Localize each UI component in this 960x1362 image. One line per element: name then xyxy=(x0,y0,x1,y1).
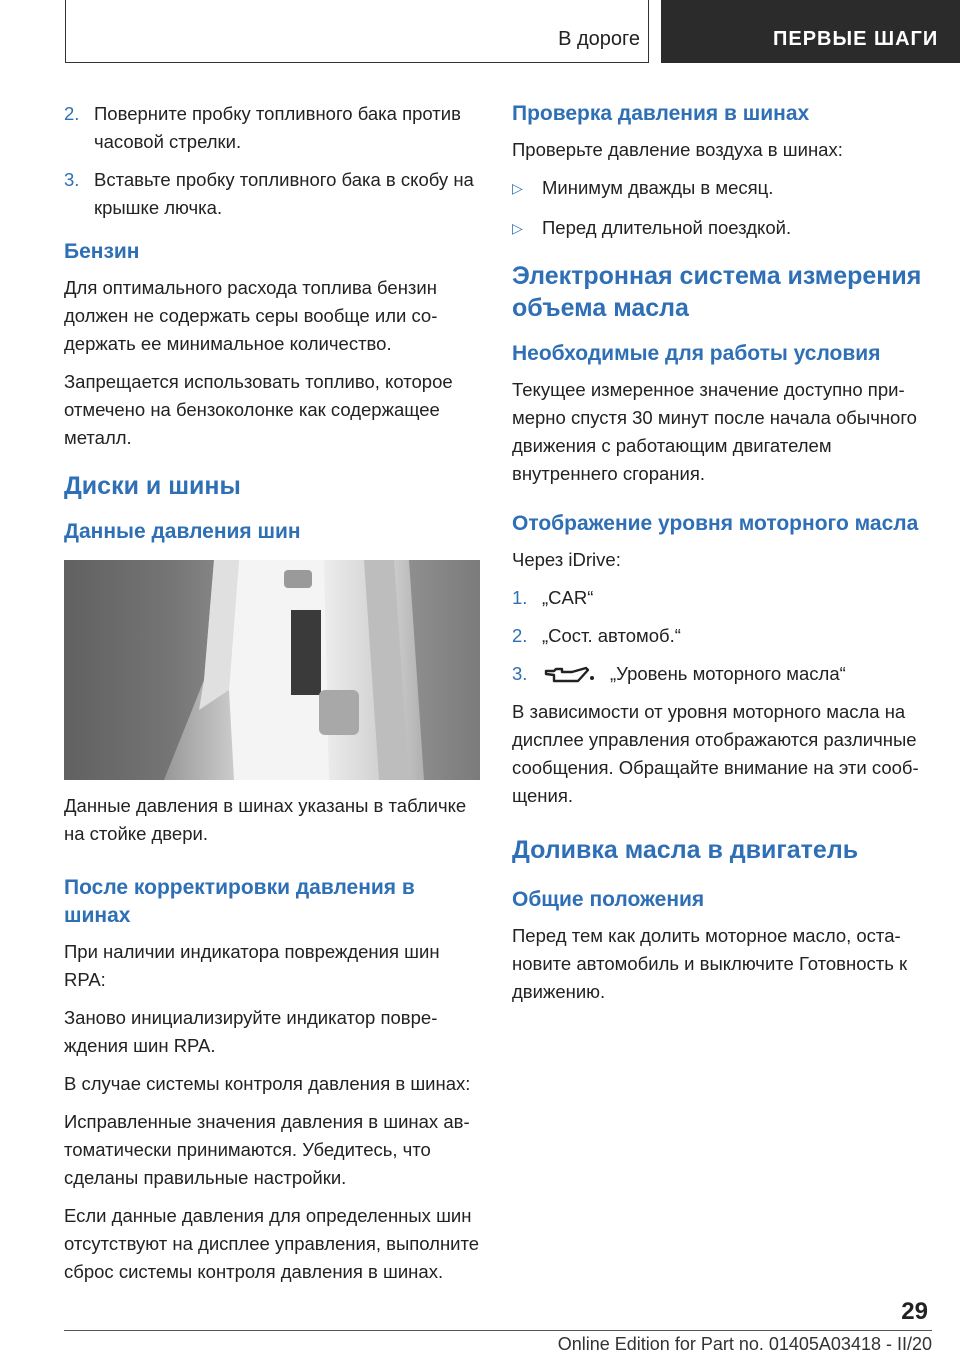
list-item xyxy=(512,214,932,242)
paragraph: Исправленные значения давления в шинах автоматически принимаются. Убедитесь, что сделаны правильные настройки. xyxy=(64,1111,470,1188)
paragraph: Перед тем как долить моторное масло, остановите автомобиль и выключите Готовность к движению. xyxy=(512,925,908,1002)
list-item xyxy=(512,660,932,688)
paragraph: Для оптимального расхода топлива бензин должен не содержать серы вообще или содержать ее минимальное количество. xyxy=(64,277,438,354)
paragraph: В зависимости от уровня моторного масла на дисплее управления отображаются различные сообщения. Обращайте внимание на эти сообщения. xyxy=(512,701,919,806)
step-text: „Уровень моторного масла“ xyxy=(610,663,846,684)
list-item xyxy=(512,174,932,202)
step-number: 2. xyxy=(64,103,80,124)
step-number: 2. xyxy=(512,625,528,646)
step-text: Поверните пробку топливного бака против часовой стрелки. xyxy=(94,103,461,152)
heading-after-pressure-adjust: После корректировки давления в шинах xyxy=(64,876,415,927)
heading-oil-level-display: Отображение уровня моторного масла xyxy=(512,512,919,535)
paragraph: При наличии индикатора повреждения шин RPA: xyxy=(64,941,440,990)
paragraph: Через iDrive: xyxy=(512,549,621,570)
photo-caption: Данные давления в шинах указаны в табличке на стойке двери. xyxy=(64,795,467,844)
step-text: „CAR“ xyxy=(542,587,594,608)
bullet-text: Перед длительной поездкой. xyxy=(542,217,792,238)
header-chapter-tab: ПЕРВЫЕ ШАГИ xyxy=(661,0,960,63)
heading-oil-top-up: Доливка масла в двигатель xyxy=(512,836,859,864)
paragraph: Текущее измеренное значение доступно примерно спустя 30 минут после начала обычного движения с работающим двигателем внутреннего сгорания. xyxy=(512,379,917,484)
footer-edition: Online Edition for Part no. 01405A03418 - II/20 xyxy=(557,1334,932,1354)
list-item xyxy=(64,166,480,222)
step-number: 1. xyxy=(512,587,528,608)
heading-requirements: Необходимые для работы условия xyxy=(512,342,881,365)
paragraph: Запрещается использовать топливо, которое отмечено на бензоколонке как содержащее металл. xyxy=(64,371,453,448)
footer-divider xyxy=(64,1330,932,1331)
heading-wheels-tyres: Диски и шины xyxy=(64,472,241,500)
header-section-label: В дороге xyxy=(558,28,640,50)
door-pillar-illustration xyxy=(64,560,480,780)
heading-oil-measurement: Электронная система измерения объема масла xyxy=(512,262,922,322)
right-column xyxy=(512,100,932,1016)
heading-general: Общие положения xyxy=(512,888,705,911)
door-pillar-photo xyxy=(64,560,480,780)
page-number: 29 xyxy=(901,1298,928,1325)
bullet-triangle-icon: ▷ xyxy=(512,180,523,196)
paragraph: Заново инициализируйте индикатор повреждения шин RPA. xyxy=(64,1007,438,1056)
heading-petrol: Бензин xyxy=(64,240,140,263)
step-text: „Сост. автомоб.“ xyxy=(542,625,681,646)
list-item xyxy=(512,622,932,650)
bullet-text: Минимум дважды в месяц. xyxy=(542,177,774,198)
paragraph: В случае системы контроля давления в шинах: xyxy=(64,1073,471,1094)
heading-check-tyre-pressure: Проверка давления в шинах xyxy=(512,102,810,125)
list-item xyxy=(512,584,932,612)
step-number: 3. xyxy=(512,663,528,684)
paragraph: Проверьте давление воздуха в шинах: xyxy=(512,139,843,160)
heading-tyre-pressure-data: Данные давления шин xyxy=(64,520,301,543)
step-number: 3. xyxy=(64,169,80,190)
oil-can-icon xyxy=(542,663,598,687)
bullet-triangle-icon: ▷ xyxy=(512,220,523,236)
list-item xyxy=(64,100,480,156)
step-text: Вставьте пробку топливного бака в скобу на крышке лючка. xyxy=(94,169,474,218)
left-column xyxy=(64,100,480,1296)
paragraph: Если данные давления для определенных шин отсутствуют на дисплее управления, выполните сброс системы контроля давления в шинах. xyxy=(64,1205,480,1282)
